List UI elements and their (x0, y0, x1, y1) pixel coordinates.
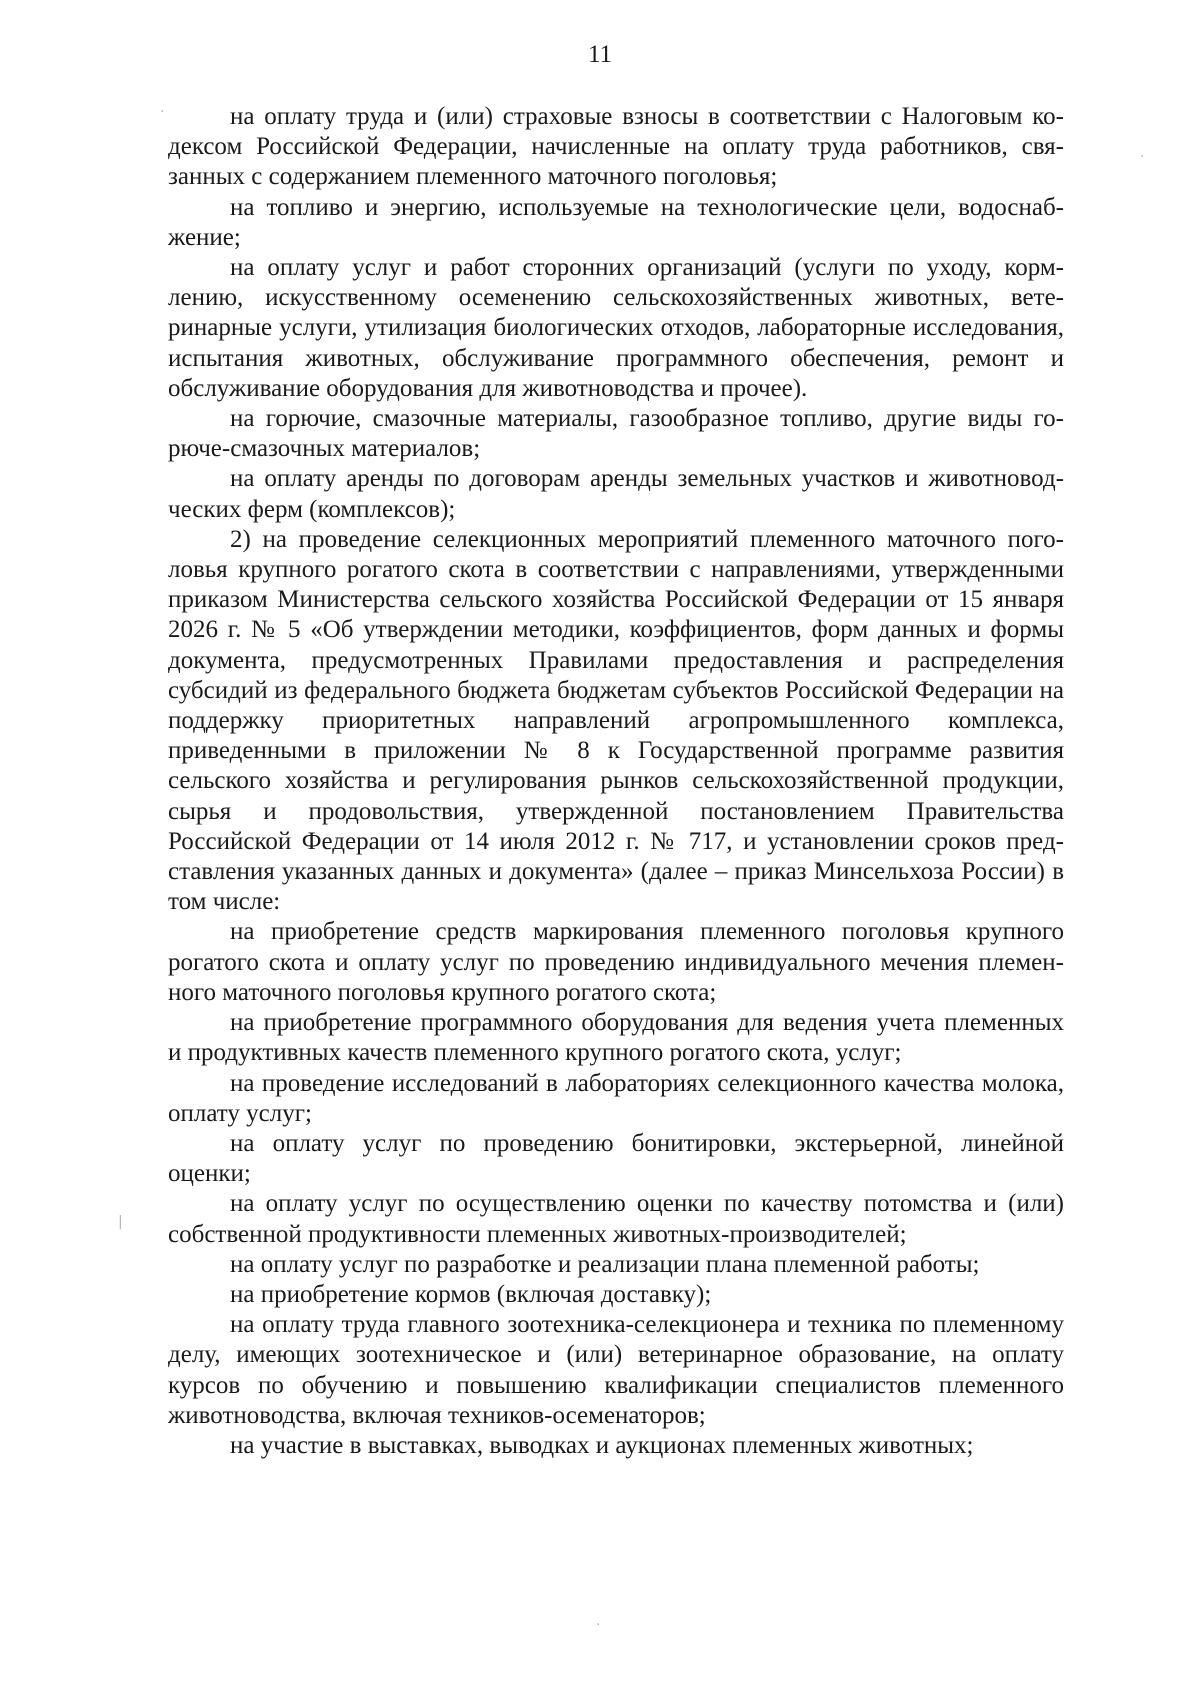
scan-speck: · (1140, 149, 1145, 165)
paragraph: на оплату аренды по договорам аренды земельных участков и животноводческих ферм (комплексов); (168, 465, 1064, 523)
scan-speck: | (118, 1214, 123, 1230)
paragraph: на приобретение программного оборудования для ведения учета племенных и продуктивных качеств племенного крупного рогатого скота, услуг; (168, 1009, 1064, 1067)
paragraph: на участие в выставках, выводках и аукционах племенных животных; (230, 1431, 974, 1459)
paragraph: на оплату услуг по разработке и реализации плана племенной работы; (230, 1250, 980, 1278)
document-body (168, 102, 1064, 1461)
scan-speck: · (160, 104, 165, 120)
paragraph: на проведение исследований в лабораториях селекционного качества молока, оплату услуг; (168, 1069, 1064, 1127)
paragraph: на приобретение кормов (включая доставку); (230, 1280, 712, 1308)
scan-speck: · (596, 1617, 601, 1633)
paragraph: на горючие, смазочные материалы, газообразное топливо, другие виды горюче-смазочных материалов; (168, 405, 1064, 463)
page-number: 11 (587, 41, 613, 68)
paragraph: на топливо и энергию, используемые на технологические цели, водоснабжение; (168, 193, 1064, 251)
paragraph: на оплату услуг и работ сторонних организаций (услуги по уходу, кормлению, искусственному осеменению сельскохозяйственных животных, ветеринарные услуги, утилизация биологических отходов, лабораторные исследования, испытания животных, обслуживание программного обеспечения, ремонт и обслуживание оборудования для животноводства и прочее). (168, 254, 1064, 402)
paragraph: на оплату труда и (или) страховые взносы в соответствии с Налоговым кодексом Российской Федерации, начисленные на оплату труда работников, связанных с содержанием племенного маточного поголовья; (168, 103, 1064, 191)
paragraph: на приобретение средств маркирования племенного поголовья крупного рогатого скота и оплату услуг по проведению индивидуального мечения племенного маточного поголовья крупного рогатого скота; (168, 918, 1064, 1006)
paragraph: на оплату услуг по проведению бонитировки, экстерьерной, линейной оценки; (168, 1129, 1064, 1188)
paragraph: на оплату услуг по осуществлению оценки по качеству потомства и (или) собственной продуктивности племенных животных-производителей; (168, 1190, 1064, 1248)
paragraph: на оплату труда главного зоотехника-селекционера и техника по племенному делу, имеющих зоотехническое и (или) ветеринарное образование, на оплату курсов по обучению и повышению квалификации специалистов племенного животноводства, включая техников-осеменаторов; (168, 1311, 1064, 1429)
paragraph: 2) на проведение селекционных мероприятий племенного маточного поголовья крупного рогатого скота в соответствии с направлениями, утвержденными приказом Министерства сельского хозяйства Российской Федерации от 15 января 2026 г. № 5 «Об утверждении методики, коэффициентов, форм данных и формы документа, предусмотренных Правилами предоставления и распределения субсидий из федерального бюджета бюджетам субъектов Российской Федерации на поддержку приоритетных направлений агропромышленного комплекса, приведенными в приложении № 8 к Государственной программе развития сельского хозяйства и регулирования рынков сельскохозяйственной продукции, сырья и продовольствия, утвержденной постановлением Правительства Российской Федерации от 14 июля 2012 г. № 717, и установлении сроков представления указанных данных и документа» (далее – приказ Минсельхоза России) в том числе: (168, 525, 1064, 916)
